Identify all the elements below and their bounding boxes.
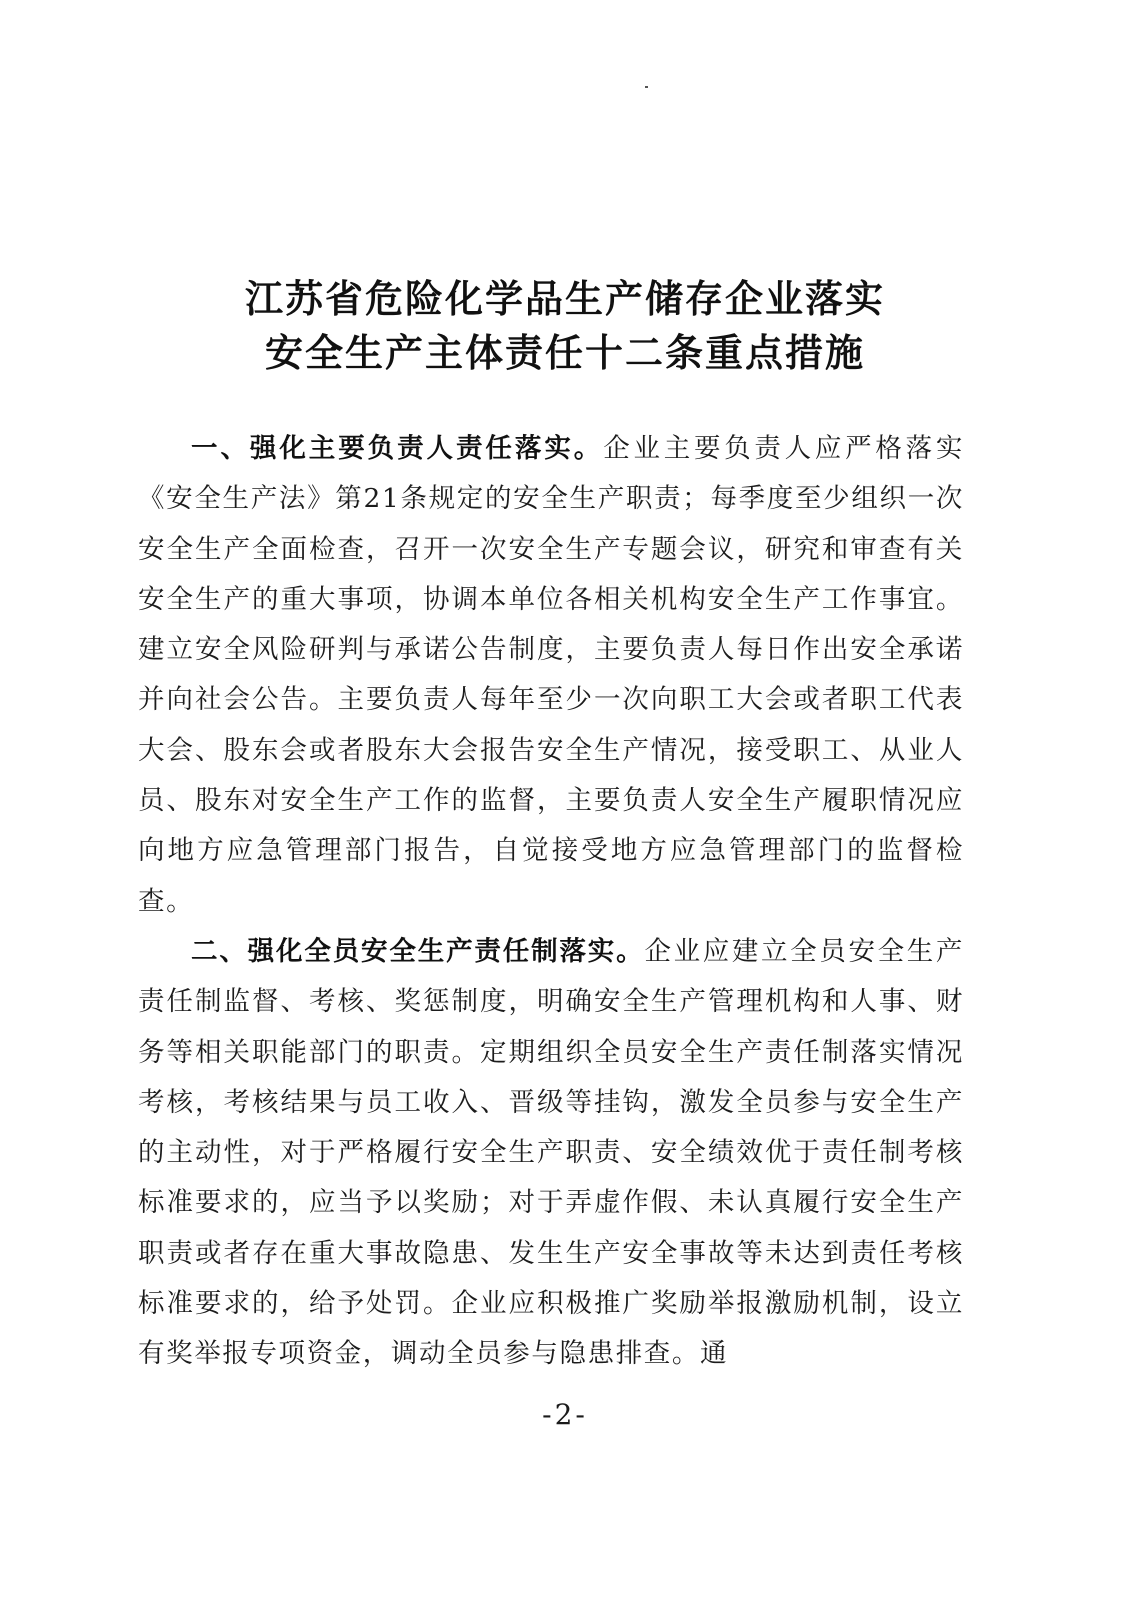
paragraph-1 <box>138 424 964 927</box>
page-number: -2- <box>542 1398 588 1431</box>
paragraph-2-text: 企业应建立全员安全生产责任制监督、考核、奖惩制度，明确安全生产管理机构和人事、财务等相关职能部门的职责。定期组织全员安全生产责任制落实情况考核，考核结果与员工收入、晋级等挂钩，激发全员参与安全生产的主动性，对于严格履行安全生产职责、安全绩效优于责任制考核标准要求的，应当予以奖励；对于弄虚作假、未认真履行安全生产职责或者存在重大事故隐患、发生生产安全事故等未达到责任考核标准要求的，给予处罚。企业应积极推广奖励举报激励机制，设立有奖举报专项资金，调动全员参与隐患排查。通 <box>138 935 964 1370</box>
document-title-line-1: 江苏省危险化学品生产储存企业落实 <box>244 276 885 321</box>
document-body <box>138 424 964 1380</box>
paragraph-1-text: 企业主要负责人应严格落实《安全生产法》第21条规定的安全生产职责；每季度至少组织一次安全生产全面检查，召开一次安全生产专题会议，研究和审查有关安全生产的重大事项，协调本单位各相关机构安全生产工作事宜。建立安全风险研判与承诺公告制度，主要负责人每日作出安全承诺并向社会公告。主要负责人每年至少一次向职工大会或者职工代表大会、股东会或者股东大会报告安全生产情况，接受职工、从业人员、股东对安全生产工作的监督，主要负责人安全生产履职情况应向地方应急管理部门报告，自觉接受地方应急管理部门的监督检查。 <box>138 433 964 917</box>
paragraph-1-heading: 一、强化主要负责人责任落实。 <box>191 433 604 464</box>
paragraph-2-heading: 二、强化全员安全生产责任制落实。 <box>191 935 645 967</box>
scan-speck <box>645 86 648 88</box>
paragraph-2 <box>138 927 964 1380</box>
document-title-line-2: 安全生产主体责任十二条重点措施 <box>264 330 865 375</box>
